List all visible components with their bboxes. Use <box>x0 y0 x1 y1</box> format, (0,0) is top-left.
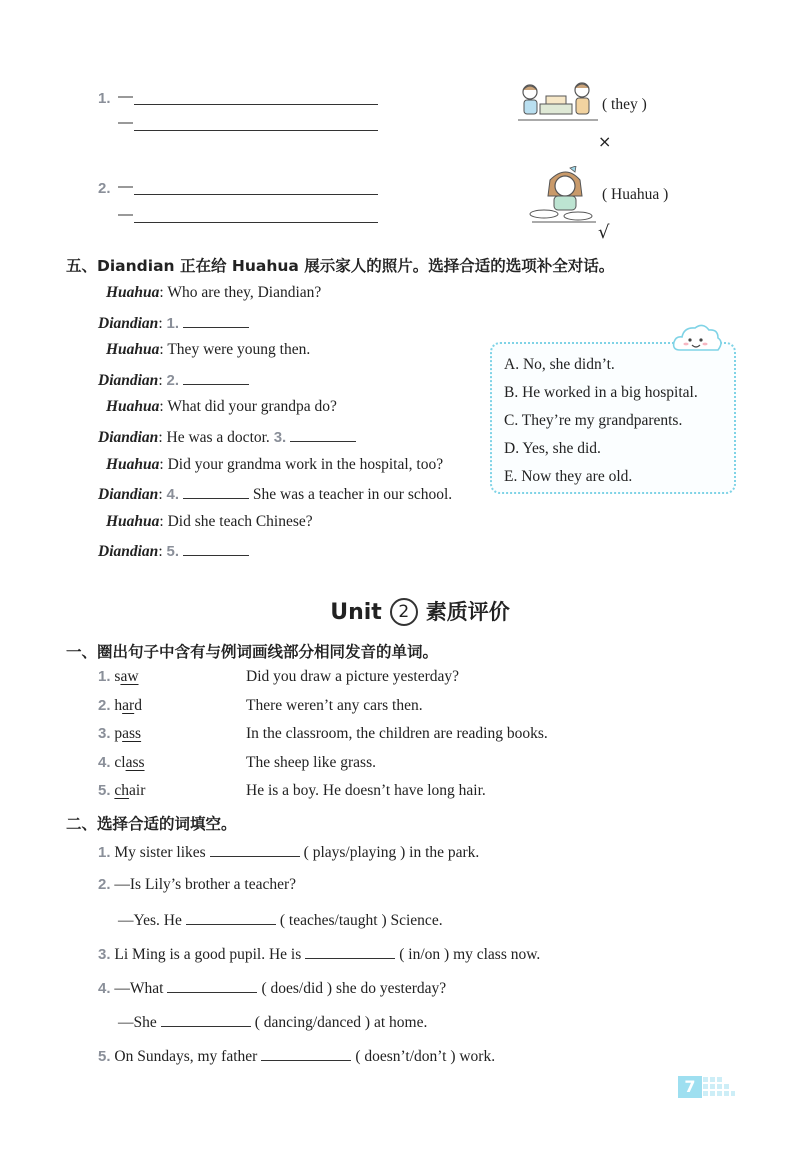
speaker: Diandian <box>98 543 159 561</box>
dialogue-line <box>98 370 249 390</box>
answer-blank[interactable] <box>161 1012 251 1027</box>
option-e: E. Now they are old. <box>504 468 633 485</box>
item-number: 4. <box>98 980 111 997</box>
blank-number: 1. <box>166 314 180 332</box>
kids-building-model-icon <box>516 82 600 128</box>
speaker: Huahua <box>106 398 160 416</box>
speaker: Diandian <box>98 429 159 446</box>
answer-blank[interactable] <box>186 910 276 925</box>
example-word <box>114 725 141 742</box>
text-after: work. <box>459 1048 496 1065</box>
item-number: 1. <box>98 668 111 685</box>
dialogue-line <box>98 313 249 333</box>
dialogue-line <box>106 398 337 416</box>
item-number: 1. <box>98 90 111 107</box>
colon: : <box>159 341 164 359</box>
word-part: s <box>114 668 121 685</box>
fill-in-row <box>98 876 296 894</box>
blank-number: 4. <box>166 486 180 504</box>
phonics-row <box>98 782 486 800</box>
text-before: —Yes. He <box>118 912 182 929</box>
text-before: —Is Lily’s brother a teacher? <box>114 876 297 893</box>
underlined-part: ar <box>122 696 135 714</box>
answer-line[interactable] <box>134 208 378 223</box>
colon: : <box>158 371 163 389</box>
underlined-part: ass <box>125 753 145 771</box>
answer-blank[interactable] <box>305 944 395 959</box>
text-after: in the park. <box>409 844 480 861</box>
word-choices: ( does/did ) <box>261 980 333 997</box>
line-text: What did your grandpa do? <box>167 398 337 416</box>
phonics-row <box>98 753 376 772</box>
answer-blank[interactable] <box>183 484 249 499</box>
dialogue-line <box>106 341 310 359</box>
word-part: cl <box>114 753 126 771</box>
unit-word: Unit <box>330 600 382 625</box>
dialogue-line <box>98 541 249 561</box>
word-part: h <box>114 696 123 714</box>
line-text: Did your grandma work in the hospital, too? <box>167 455 444 473</box>
phonics-row <box>98 696 423 715</box>
unit-title <box>0 596 800 626</box>
line-text: They were young then. <box>167 341 311 359</box>
word-choices: ( teaches/taught ) <box>279 912 387 929</box>
item-number: 5. <box>98 1048 111 1065</box>
blank-number: 2. <box>166 371 180 389</box>
answer-blank[interactable] <box>183 370 249 385</box>
item-number: 4. <box>98 753 111 771</box>
phonics-row <box>98 725 548 743</box>
phonics-row <box>98 668 460 686</box>
speaker: Huahua <box>106 284 160 301</box>
speaker: Diandian <box>98 486 159 504</box>
speaker: Huahua <box>106 341 160 359</box>
check-mark: √ <box>598 222 610 243</box>
answer-line[interactable] <box>134 116 378 131</box>
text-before: My sister likes <box>114 844 206 861</box>
unit-label: 素质评价 <box>425 600 510 624</box>
item-number: 2. <box>98 696 111 714</box>
top-item-2 <box>98 178 718 248</box>
line-text: Who are they, Diandian? <box>167 284 322 301</box>
example-word <box>114 782 145 799</box>
unit-number: 2 <box>390 598 418 626</box>
answer-blank[interactable] <box>183 313 249 328</box>
speaker: Diandian <box>98 314 159 332</box>
fill-in-row <box>118 1012 427 1032</box>
answer-blank[interactable] <box>261 1046 351 1061</box>
colon: : <box>158 543 163 561</box>
line-text: Did she teach Chinese? <box>167 512 313 530</box>
colon: : <box>159 512 164 530</box>
colon: : <box>159 284 164 301</box>
girl-painting-icon <box>528 166 600 228</box>
part-1-heading: 一、圈出句子中含有与例词画线部分相同发音的单词。 <box>66 643 439 661</box>
line-text-after: She was a teacher in our school. <box>252 486 453 504</box>
colon: : <box>159 398 164 416</box>
answer-blank[interactable] <box>210 842 300 857</box>
sentence[interactable]: He is a boy. He doesn’t have long hair. <box>246 782 486 800</box>
answer-blank[interactable] <box>183 541 249 556</box>
answer-blank[interactable] <box>167 978 257 993</box>
underlined-part: ch <box>114 782 130 800</box>
sentence[interactable]: In the classroom, the children are reading books. <box>246 725 548 743</box>
example-word <box>114 697 142 714</box>
answer-blank[interactable] <box>290 427 356 442</box>
option-b: B. He worked in a big hospital. <box>504 384 698 401</box>
speaker: Huahua <box>106 455 160 473</box>
blank-number: 3. <box>273 429 287 446</box>
word-part: d <box>134 696 142 714</box>
text-after: at home. <box>373 1014 428 1031</box>
colon: : <box>158 486 163 504</box>
speaker: Huahua <box>106 512 160 530</box>
dash: — <box>118 178 133 195</box>
speaker: Diandian <box>98 371 159 389</box>
colon: : <box>158 429 163 446</box>
sentence[interactable]: Did you draw a picture yesterday? <box>246 668 460 685</box>
dialogue-line <box>98 484 452 504</box>
answer-line[interactable] <box>134 180 378 195</box>
part-2-heading: 二、选择合适的词填空。 <box>66 815 237 833</box>
item-number: 2. <box>98 876 111 893</box>
dash: — <box>118 206 133 223</box>
options-box <box>490 342 736 494</box>
word-choices: ( in/on ) <box>399 946 450 963</box>
word-choices: ( doesn’t/don’t ) <box>355 1048 456 1065</box>
grid-decoration-icon <box>702 1076 736 1098</box>
item-number: 3. <box>98 725 111 743</box>
fill-in-row <box>98 842 479 862</box>
option-a: A. No, she didn’t. <box>504 356 615 373</box>
item-number: 5. <box>98 782 111 800</box>
word-part: air <box>129 782 146 800</box>
text-before: On Sundays, my father <box>114 1048 258 1065</box>
dialogue-line <box>106 456 443 474</box>
line-text: He was a doctor. <box>166 429 270 446</box>
item-number: 3. <box>98 946 111 963</box>
text-before: —What <box>114 980 164 997</box>
dialogue-line <box>106 513 313 531</box>
item-number: 2. <box>98 180 111 197</box>
item-number: 1. <box>98 844 111 861</box>
option-d: D. Yes, she did. <box>504 440 601 457</box>
sentence[interactable]: The sheep like grass. <box>246 753 376 771</box>
word-choices: ( dancing/danced ) <box>254 1014 371 1031</box>
answer-line[interactable] <box>134 90 378 105</box>
word-part: p <box>114 725 123 743</box>
text-after: she do yesterday? <box>335 980 447 997</box>
sentence[interactable]: There weren’t any cars then. <box>246 696 423 714</box>
text-before: —She <box>118 1014 157 1031</box>
fill-in-row <box>118 910 443 930</box>
word-choices: ( plays/playing ) <box>303 844 406 861</box>
text-after: Science. <box>390 912 443 929</box>
blank-number: 5. <box>166 543 180 561</box>
fill-in-row <box>98 1046 495 1066</box>
smiling-cloud-icon <box>670 322 722 358</box>
hint-huahua: ( Huahua ) <box>602 186 669 203</box>
cross-mark: × <box>598 132 612 151</box>
example-word <box>114 668 138 685</box>
colon: : <box>158 314 163 332</box>
dash: — <box>118 88 133 105</box>
hint-they: ( they ) <box>602 96 647 113</box>
dash: — <box>118 114 133 131</box>
option-c: C. They’re my grandparents. <box>504 412 683 429</box>
fill-in-row <box>98 978 446 998</box>
text-before: Li Ming is a good pupil. He is <box>114 946 302 963</box>
top-item-1 <box>98 88 718 158</box>
page-number: 7 <box>678 1076 702 1098</box>
fill-in-row <box>98 944 540 964</box>
dialogue-line <box>106 284 321 302</box>
dialogue-line <box>98 427 356 447</box>
colon: : <box>159 455 164 473</box>
text-after: my class now. <box>453 946 541 963</box>
section-5-heading: 五、Diandian 正在给 Huahua 展示家人的照片。选择合适的选项补全对话。 <box>66 257 615 275</box>
example-word <box>114 754 144 771</box>
underlined-part: ass <box>122 725 142 743</box>
underlined-part: aw <box>120 668 139 685</box>
